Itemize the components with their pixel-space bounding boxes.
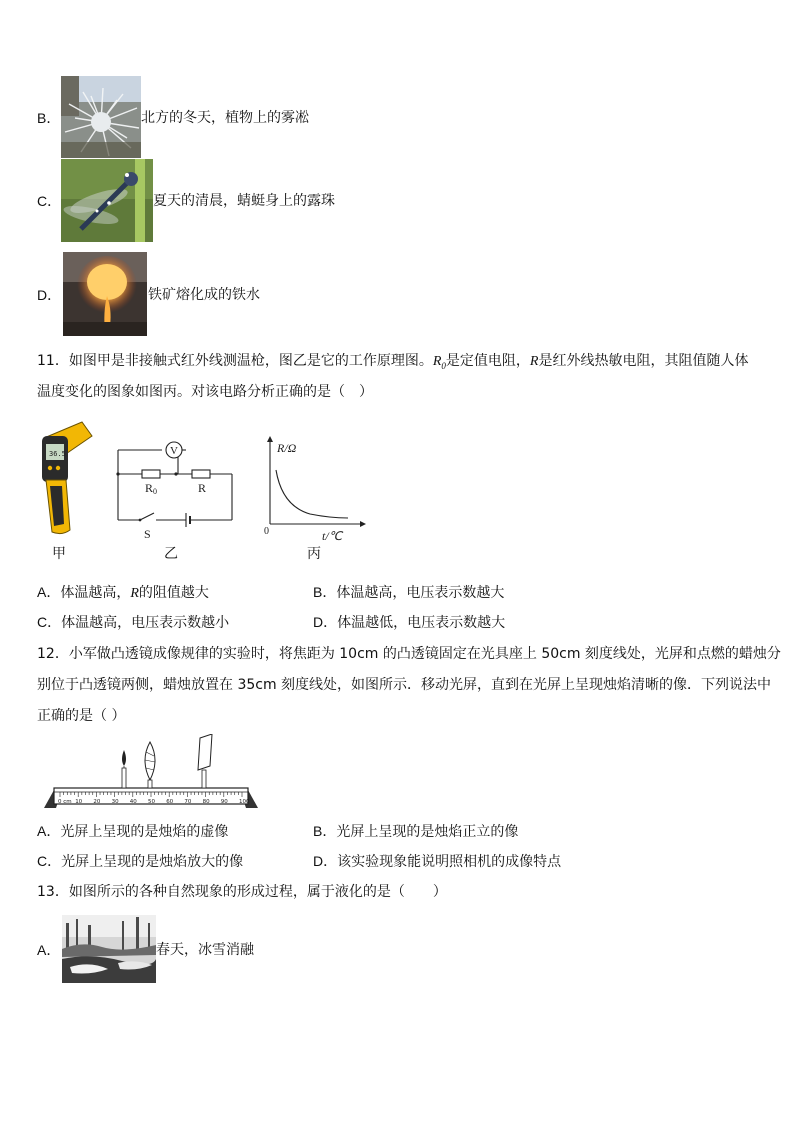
bench-tick-label: 80 [202,799,210,805]
bench-tick-label: 20 [93,799,101,805]
snow-melt-photo-icon [62,915,156,983]
q11-stem-part-c: 是红外线热敏电阻，其阻值随人体 [538,353,749,369]
q12-stem-line2: 别位于凸透镜两侧，蜡烛放置在 35cm 刻度线处，如图所示．移动光屏，直到在光屏上呈现烛焰清晰的像．下列说法中 [37,677,772,693]
q12-option-c[interactable] [37,851,243,872]
option-d-text: 铁矿熔化成的铁水 [148,287,260,303]
switch-label: S [144,527,151,541]
bench-tick-label: 50 [148,799,155,805]
svg-text:36.5: 36.5 [49,450,66,458]
frost-photo-icon [61,76,141,158]
r0-subscript: 0 [441,360,446,371]
bench-tick-label: 30 [111,799,119,805]
r-symbol: R [529,354,539,369]
q12-option-a[interactable] [37,821,228,842]
option-c-text: 夏天的清晨，蜻蜓身上的露珠 [153,193,335,209]
fig-yi-label: 乙 [164,546,178,562]
option-d-letter: D． [37,287,62,303]
q11-option-a-text-a: 体温越高， [60,585,131,601]
graph-origin: 0 [264,526,269,537]
q11-stem-line1 [37,351,748,376]
q11-option-c-letter: C． [37,614,62,630]
q12-option-d-text: 该实验现象能说明照相机的成像特点 [337,854,562,870]
bench-tick-label: 70 [184,799,192,805]
q12-stem-line3: 正确的是（ ） [37,708,126,724]
q11-option-a[interactable] [37,582,209,604]
graph-ylabel: R/Ω [277,441,297,455]
resistance-temperature-graph [260,436,366,542]
q11-option-c-text: 体温越高，电压表示数越小 [61,615,230,631]
q11-option-a-text-b: 的阻值越大 [138,585,209,601]
q11-option-a-letter: A． [37,584,61,600]
molten-iron-photo-icon [63,252,147,336]
circuit-r0-subscript: 0 [153,487,157,496]
q11-option-b[interactable] [313,582,504,603]
circuit-r0-label: R [145,481,154,495]
q12-option-d[interactable] [313,851,561,872]
r0-symbol: R [432,354,442,369]
q11-option-d[interactable] [313,612,505,633]
q12-option-c-letter: C． [37,853,62,869]
q13-option-a-text: 春天，冰雪消融 [156,942,254,958]
option-b-text: 北方的冬天，植物上的雾凇 [141,110,309,126]
q12-option-a-text: 光屏上呈现的是烛焰的虚像 [60,824,229,840]
q12-option-d-letter: D． [313,853,338,869]
voltmeter-label: V [170,445,178,457]
bench-tick-label: 10 [75,799,83,805]
q11-option-d-text: 体温越低，电压表示数越大 [337,615,506,631]
q11-option-d-letter: D． [313,614,338,630]
q11-option-a-symbol: R [130,586,139,601]
circuit-diagram [110,436,240,542]
q12-option-c-text: 光屏上呈现的是烛焰放大的像 [61,854,244,870]
q12-option-a-letter: A． [37,823,61,839]
q11-option-b-letter: B． [313,584,337,600]
ir-thermometer-gun-icon [38,420,94,536]
option-b-letter: B． [37,110,61,126]
q11-option-c[interactable] [37,612,229,633]
bench-tick-label: 100 [239,799,250,805]
bench-tick-label: 0 cm [58,799,72,805]
q11-stem-part-b: 是定值电阻， [445,353,530,369]
circuit-r-label: R [198,481,207,495]
q12-option-b-text: 光屏上呈现的是烛焰正立的像 [336,824,519,840]
q13-option-a-letter: A． [37,942,61,958]
bench-tick-label: 60 [166,799,174,805]
q11-option-b-text: 体温越高，电压表示数越大 [336,585,505,601]
q11-stem-part-a: 11．如图甲是非接触式红外线测温枪，图乙是它的工作原理图。 [37,353,433,369]
q12-option-b[interactable] [313,821,518,842]
graph-xlabel: t/℃ [322,529,343,542]
option-c-letter: C． [37,193,62,209]
fig-jia-label: 甲 [52,546,66,562]
q12-stem-line1: 12．小军做凸透镜成像规律的实验时，将焦距为 10cm 的凸透镜固定在光具座上 50cm 刻度线处，光屏和点燃的蜡烛分 [37,646,781,662]
q11-stem-line2: 温度变化的图象如图丙。对该电路分析正确的是（ ） [37,384,373,400]
q13-stem-line1: 13．如图所示的各种自然现象的形成过程，属于液化的是（ ） [37,884,447,900]
optical-bench-diagram [42,734,260,810]
dragonfly-photo-icon [61,159,153,242]
q12-option-b-letter: B． [313,823,337,839]
bench-tick-label: 90 [220,799,228,805]
fig-bing-label: 丙 [307,546,321,562]
bench-tick-label: 40 [129,799,137,805]
